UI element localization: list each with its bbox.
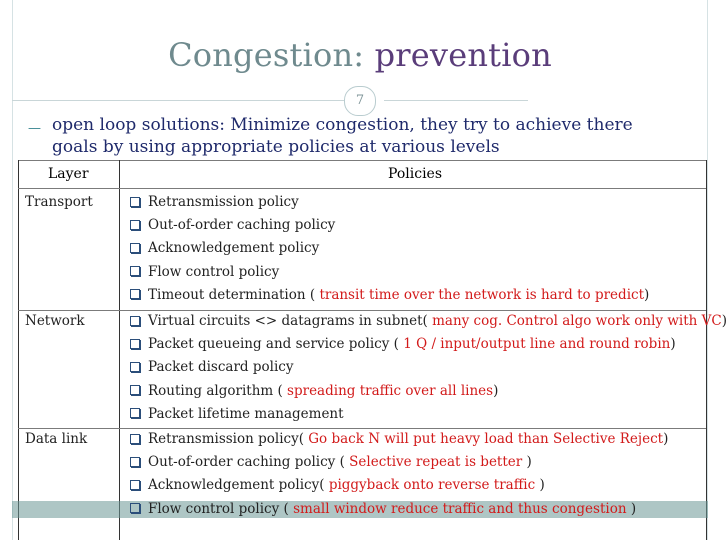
- policy-text: Retransmission policy(: [148, 431, 309, 447]
- checkbox-bullet-icon: [130, 408, 140, 418]
- policy-item: [130, 191, 649, 214]
- policy-text-tail: ): [539, 477, 545, 494]
- policy-text: Out-of-order caching policy: [148, 217, 336, 234]
- policy-note: Go back N will put heavy load than Selective Reject: [308, 431, 664, 447]
- policy-text-tail: ): [721, 313, 727, 329]
- policy-note: small window reduce traffic and thus congestion: [293, 500, 627, 517]
- policy-note: many cog. Control algo work only with VC: [432, 313, 722, 329]
- header-layer: Layer: [48, 166, 89, 182]
- policy-text-tail: ): [526, 454, 532, 471]
- policy-note: piggyback onto reverse traffic: [328, 477, 540, 494]
- checkbox-bullet-icon: [130, 220, 140, 230]
- policy-text: Packet queueing and service policy (: [148, 336, 404, 353]
- policy-item: [130, 474, 668, 497]
- policy-text-tail: ): [493, 382, 499, 399]
- checkbox-bullet-icon: [130, 243, 140, 253]
- checkbox-bullet-icon: [130, 434, 140, 444]
- bullet-text: open loop solutions: Minimize congestion, they try to achieve there goals by using appropriate policies at various levels: [52, 115, 633, 157]
- policy-item: [130, 403, 727, 426]
- policy-note: spreading traffic over all lines: [287, 382, 494, 399]
- header-policies: Policies: [388, 166, 443, 182]
- policy-item: [130, 333, 727, 356]
- policy-text-tail: ): [626, 500, 637, 517]
- policy-note: Selective repeat is better: [349, 454, 527, 471]
- policy-list: [130, 428, 668, 521]
- policy-text: Routing algorithm (: [148, 382, 288, 399]
- policy-note: transit time over the network is hard to predict: [319, 286, 644, 303]
- table-column-divider: [119, 160, 120, 540]
- policy-list: [130, 191, 649, 307]
- slide-title: [0, 36, 720, 74]
- layer-cell: Transport: [25, 194, 93, 210]
- policy-item: [130, 310, 727, 333]
- policy-text: Packet discard policy: [148, 359, 294, 376]
- layer-cell: Data link: [25, 431, 88, 447]
- title-rule-right: [384, 100, 528, 101]
- bullet-point: [30, 114, 680, 158]
- policy-text-tail: ): [670, 336, 676, 353]
- table-header-divider: [18, 188, 706, 189]
- bullet-icon: —: [28, 121, 41, 136]
- checkbox-bullet-icon: [130, 339, 140, 349]
- title-rule-left: [12, 100, 354, 101]
- title-accent: prevention: [374, 36, 552, 74]
- policy-text-tail: ): [644, 286, 650, 303]
- checkbox-bullet-icon: [130, 480, 140, 490]
- policy-item: [130, 261, 649, 284]
- policy-text: Out-of-order caching policy (: [148, 454, 350, 471]
- policy-text: Acknowledgement policy: [148, 240, 320, 257]
- slide-number: 7: [344, 86, 376, 116]
- policy-text: Flow control policy: [148, 263, 280, 280]
- policy-item: [130, 214, 649, 237]
- policy-text: Flow control policy (: [148, 500, 294, 517]
- table-left-border: [18, 160, 19, 540]
- checkbox-bullet-icon: [130, 385, 140, 395]
- checkbox-bullet-icon: [130, 197, 140, 207]
- policy-text: Virtual circuits <> datagrams in subnet(: [148, 313, 433, 329]
- policy-text: Timeout determination (: [148, 286, 320, 303]
- policy-item: [130, 356, 727, 379]
- policy-text: Retransmission policy: [148, 194, 299, 210]
- policy-item: [130, 498, 668, 521]
- policy-note: 1 Q / input/output line and round robin: [403, 336, 671, 353]
- policy-item: [130, 428, 668, 451]
- policy-item: [130, 380, 727, 403]
- checkbox-bullet-icon: [130, 289, 140, 299]
- table-top-border: [18, 160, 706, 161]
- policy-item: [130, 451, 668, 474]
- checkbox-bullet-icon: [130, 266, 140, 276]
- checkbox-bullet-icon: [130, 316, 140, 326]
- policy-list: [130, 310, 727, 426]
- checkbox-bullet-icon: [130, 457, 140, 467]
- layer-cell: Network: [25, 313, 85, 329]
- policy-item: [130, 237, 649, 260]
- checkbox-bullet-icon: [130, 362, 140, 372]
- title-main: Congestion:: [168, 36, 375, 74]
- checkbox-bullet-icon: [130, 503, 140, 513]
- policy-text: Acknowledgement policy(: [148, 477, 329, 494]
- policy-text-tail: ): [663, 431, 669, 447]
- policy-text: Packet lifetime management: [148, 405, 344, 422]
- policy-item: [130, 284, 649, 307]
